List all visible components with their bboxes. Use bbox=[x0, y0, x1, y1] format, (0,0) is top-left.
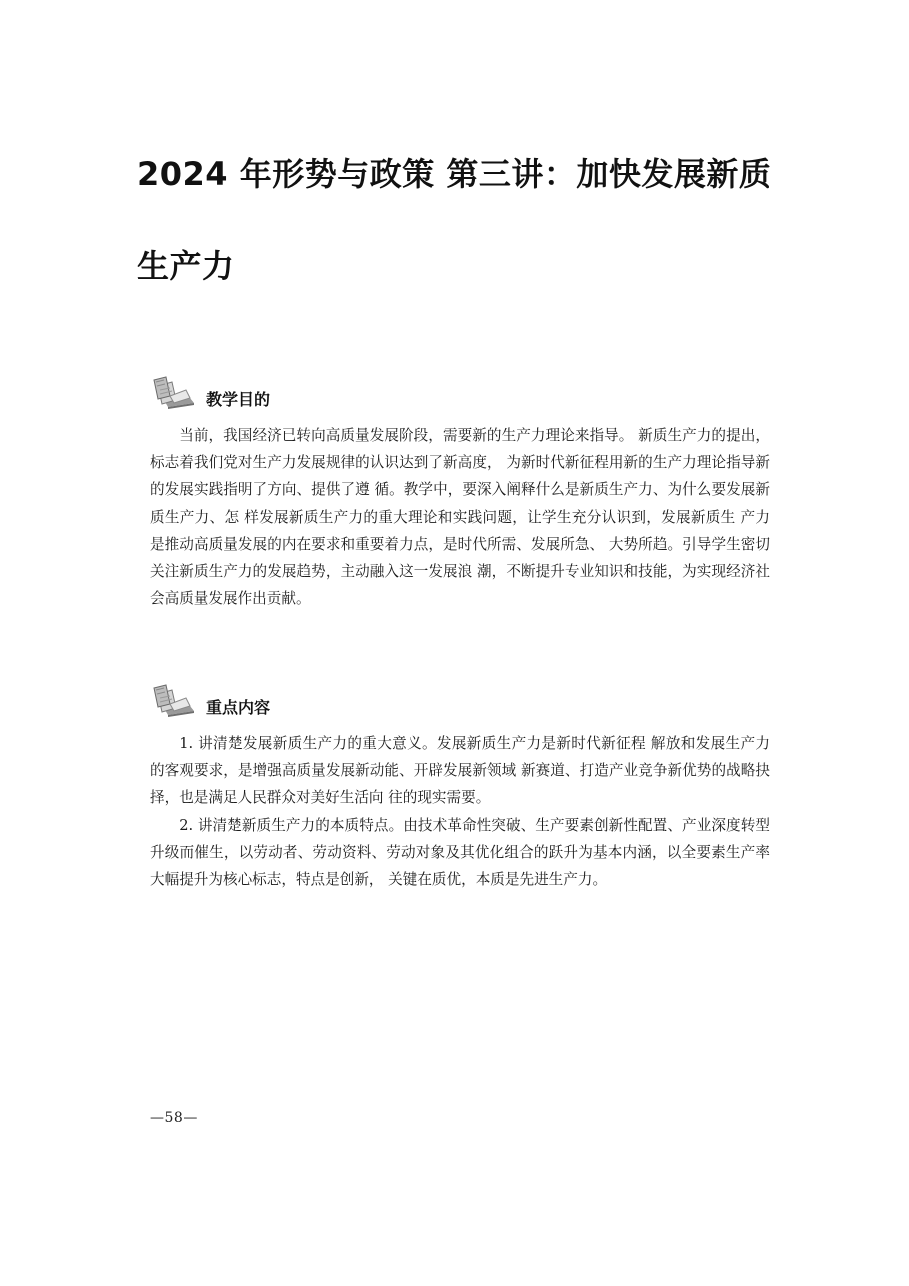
book-icon bbox=[150, 684, 194, 720]
section-teaching-objectives bbox=[150, 376, 770, 612]
section-header bbox=[150, 376, 770, 416]
paragraph: 当前，我国经济已转向高质量发展阶段，需要新的生产力理论来指导。 新质生产力的提出，标志着我们党对生产力发展规律的认识达到了新高度， 为新时代新征程用新的生产力理论指导新的发展实践指明了方向、提供了遵 循。教学中，要深入阐释什么是新质生产力、为什么要发展新质生产力、怎 样发展新质生产力的重大理论和实践问题，让学生充分认识到，发展新质生 产力是推动高质量发展的内在要求和重要着力点，是时代所需、发展所急、 大势所趋。引导学生密切关注新质生产力的发展趋势，主动融入这一发展浪 潮，不断提升专业知识和技能，为实现经济社会高质量发展作出贡献。 bbox=[150, 427, 770, 608]
section-heading: 教学目的 bbox=[206, 390, 271, 409]
page-title: 2024 年形势与政策 第三讲：加快发展新质生产力 bbox=[137, 155, 772, 285]
paragraph: 1. 讲清楚发展新质生产力的重大意义。发展新质生产力是新时代新征程 解放和发展生产力的客观要求，是增强高质量发展新动能、开辟发展新领域 新赛道、打造产业竞争新优势的战略抉择，也是满足人民群众对美好生活向 往的现实需要。 bbox=[150, 735, 770, 807]
page-number: —58— bbox=[150, 1110, 198, 1126]
section-key-content bbox=[150, 684, 770, 893]
section-heading: 重点内容 bbox=[206, 698, 271, 717]
book-icon bbox=[150, 376, 194, 412]
section-header bbox=[150, 684, 770, 724]
paragraph: 2. 讲清楚新质生产力的本质特点。由技术革命性突破、生产要素创新性配置、产业深度转型升级而催生，以劳动者、劳动资料、劳动对象及其优化组合的跃升为基本内涵，以全要素生产率大幅提升为核心标志，特点是创新， 关键在质优，本质是先进生产力。 bbox=[150, 816, 770, 889]
